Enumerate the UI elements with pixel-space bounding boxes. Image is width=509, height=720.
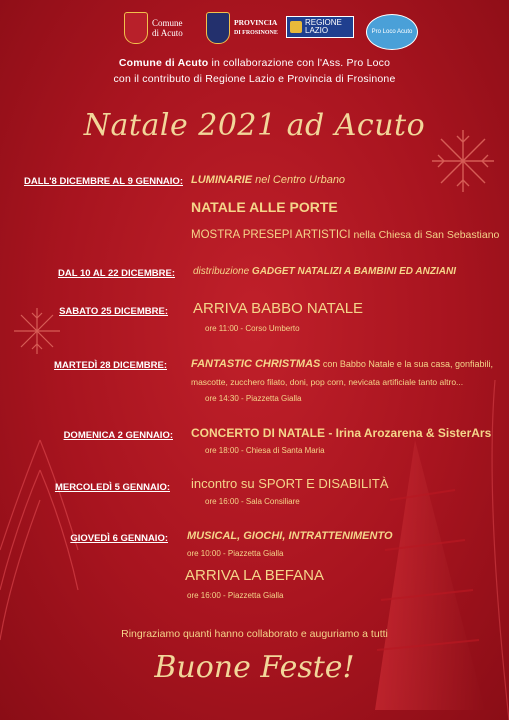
poster-title: Natale 2021 ad Acuto (83, 108, 426, 143)
provincia-logo (206, 12, 278, 44)
collab-comune: Comune di Acuto (118, 57, 209, 69)
event5-detail: ore 18:00 - Chiesa di Santa Maria (205, 446, 325, 455)
comune-name-line2: di Acuto (152, 28, 183, 38)
snowflake-left-decoration (12, 306, 62, 356)
event1-porte: NATALE ALLE PORTE (191, 199, 338, 215)
event5-title: CONCERTO DI NATALE (191, 426, 325, 440)
footer-thanks: Ringraziamo quanti hanno collaborato e auguriamo a tutti (121, 628, 388, 640)
event1-luminarie (191, 174, 345, 186)
footer-wishes: Buone Feste! (154, 650, 355, 685)
event7-title2: ARRIVA LA BEFANA (185, 567, 324, 584)
event3-date: SABATO 25 DICEMBRE: (59, 306, 168, 317)
event4-rest: con Babbo Natale e la sua casa, gonfiabili, (320, 359, 493, 369)
event6-date: MERCOLEDÌ 5 GENNAIO: (54, 482, 170, 493)
event4-title: FANTASTIC CHRISTMAS (191, 358, 321, 370)
event2-gadget: GADGET NATALIZI A BAMBINI ED ANZIANI (251, 266, 456, 277)
event3-detail: ore 11:00 - Corso Umberto (205, 324, 300, 333)
event6-detail: ore 16:00 - Sala Consiliare (205, 497, 300, 506)
header-logos (0, 12, 509, 52)
regione-name-line2: LAZIO (305, 26, 329, 35)
provincia-name-line1: PROVINCIA (234, 18, 278, 27)
event7-detail2: ore 16:00 - Piazzetta Gialla (187, 591, 284, 600)
regione-logo (286, 16, 354, 38)
proloco-badge: Pro Loco Acuto (366, 14, 418, 50)
comune-logo (124, 12, 183, 44)
collaboration-line-2: con il contributo di Regione Lazio e Provincia di Frosinone (113, 73, 396, 85)
proloco-logo (366, 14, 418, 50)
event6-title: incontro su SPORT E DISABILITÀ (191, 476, 389, 491)
event5-date: DOMENICA 2 GENNAIO: (63, 430, 173, 441)
event4-detail: ore 14:30 - Piazzetta Gialla (205, 394, 302, 403)
event7-detail: ore 10:00 - Piazzetta Gialla (187, 549, 284, 558)
event5-rest: - Irina Arozarena & SisterArs (325, 426, 492, 440)
event2-pre: distribuzione (193, 266, 252, 277)
event1-luminarie-rest: nel Centro Urbano (252, 174, 346, 186)
event1-presepi-rest: nella Chiesa di San Sebastiano (350, 229, 500, 241)
event4-line1 (191, 358, 493, 370)
event1-luminarie-title: LUMINARIE (191, 174, 253, 186)
comune-crest-icon (124, 12, 148, 44)
provincia-name-line2: DI FROSINONE (234, 30, 278, 36)
event4-line2: mascotte, zucchero filato, doni, pop corn, nevicata artificiale tanto altro... (191, 377, 464, 387)
event1-date: DALL'8 DICEMBRE AL 9 GENNAIO: (23, 176, 183, 187)
event7-date: GIOVEDÌ 6 GENNAIO: (70, 533, 168, 544)
event2-text (193, 266, 456, 277)
provincia-crest-icon (206, 12, 230, 44)
event2-date: DAL 10 AL 22 DICEMBRE: (57, 268, 175, 279)
comune-name-line1: Comune (152, 18, 183, 28)
event7-title: MUSICAL, GIOCHI, INTRATTENIMENTO (187, 530, 393, 542)
event1-presepi-title: MOSTRA PRESEPI ARTISTICI (191, 229, 351, 241)
collab-line1-rest: in collaborazione con l'Ass. Pro Loco (208, 57, 391, 69)
event3-title: ARRIVA BABBO NATALE (193, 300, 364, 317)
collaboration-line-1 (0, 57, 509, 69)
event4-date: MARTEDÌ 28 DICEMBRE: (54, 360, 167, 371)
regione-emblem-icon (290, 21, 302, 33)
event5-line (191, 426, 491, 440)
regione-name-line1: REGIONE (305, 18, 342, 27)
event1-presepi (191, 229, 499, 241)
